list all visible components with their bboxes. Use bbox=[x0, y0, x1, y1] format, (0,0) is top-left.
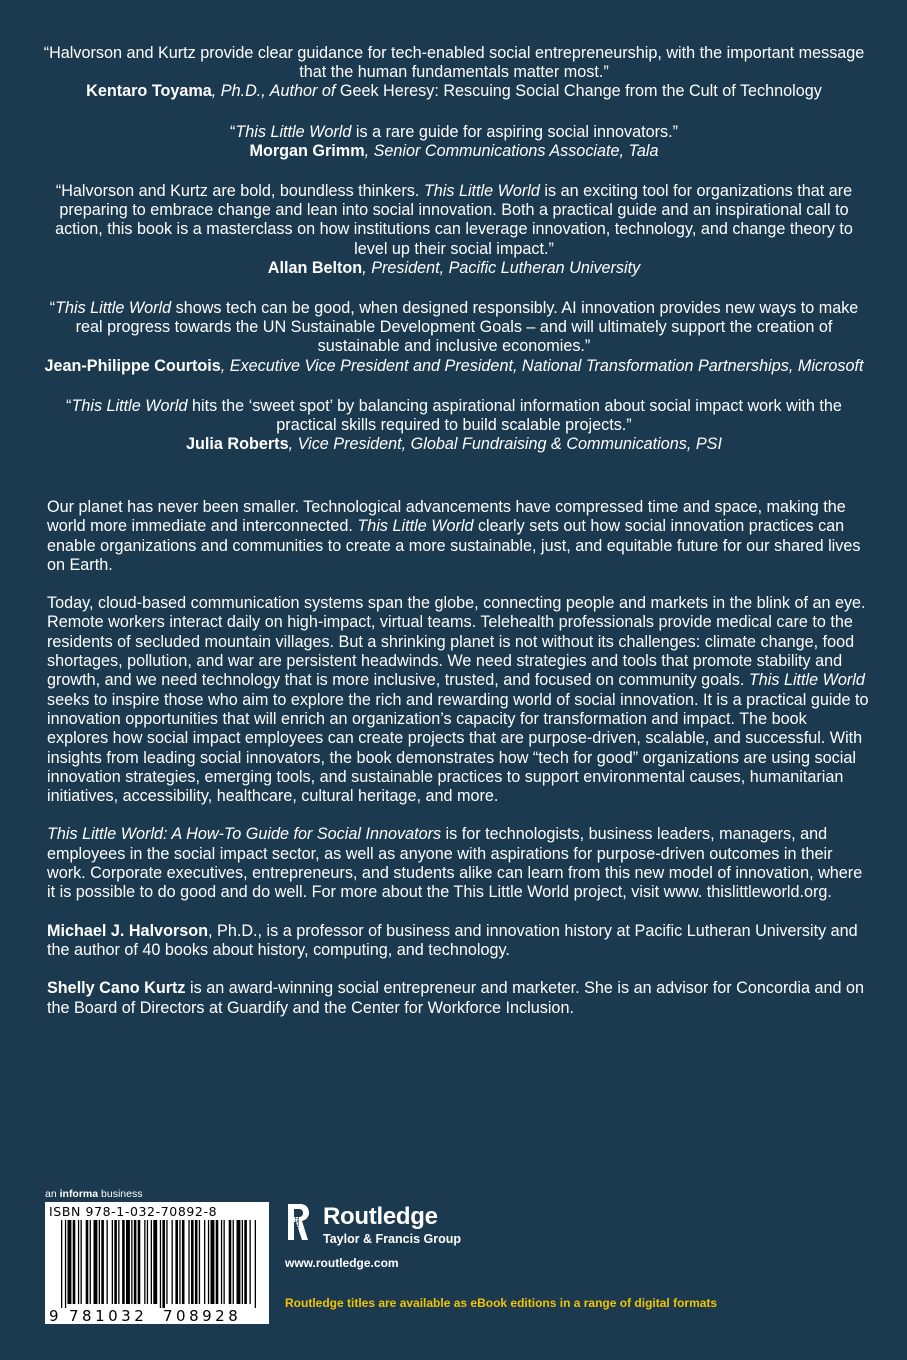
publisher-logo-text bbox=[323, 1204, 461, 1246]
blurb-paragraph: Shelly Cano Kurtz is an award-winning social entrepreneur and marketer. She is an advisor for Concordia and on the Board of Directors at Guardify and the Center for Workforce Inclusion. bbox=[47, 979, 864, 1017]
quote-text: “Halvorson and Kurtz provide clear guidance for tech-enabled social entrepreneurship, with the important message that the human fundamentals matter most.” bbox=[43, 44, 865, 82]
barcode-bar bbox=[86, 1220, 89, 1304]
routledge-vertical-text: ROUTLEDGE bbox=[295, 1208, 301, 1240]
barcode-bar bbox=[134, 1220, 137, 1304]
barcode-bar bbox=[153, 1220, 157, 1304]
barcode-bar bbox=[242, 1220, 243, 1304]
barcode-bar bbox=[114, 1220, 117, 1304]
quote-attribution: Julia Roberts, Vice President, Global Fundraising & Communications, PSI bbox=[186, 435, 722, 454]
barcode-bar bbox=[244, 1220, 247, 1304]
informa-business-label: an informa business bbox=[45, 1188, 143, 1200]
publisher-group: Taylor & Francis Group bbox=[323, 1232, 461, 1246]
barcode-bar bbox=[162, 1220, 165, 1308]
blurb-paragraph: This Little World: A How-To Guide for Social Innovators is for technologists, business leaders, managers, and employees in the social impact sector, as well as anyone with aspirations for purpose-driven outcomes in their work. Corporate executives, entrepreneurs, and students alike can learn from this new model of innovation, where it is possible to do good and do well. For more about the This Little World project, visit www. thislittleworld.org. bbox=[47, 825, 863, 902]
endorsement-quote bbox=[38, 44, 870, 102]
barcode-bar bbox=[131, 1220, 132, 1304]
barcode-bar bbox=[61, 1220, 62, 1308]
barcode-bar bbox=[191, 1220, 194, 1304]
barcode-bar bbox=[216, 1220, 219, 1304]
publisher-website[interactable]: www.routledge.com bbox=[285, 1256, 399, 1270]
quote-text: “This Little World shows tech can be good, when designed responsibly. AI innovation provides new ways to make real progress towards the UN Sustainable Development Goals – and will ultimately support the creation of sustainable and inclusive economies.” bbox=[49, 299, 859, 356]
quote-text: “This Little World is a rare guide for aspiring social innovators.” bbox=[229, 122, 679, 141]
barcode-digit-left: 781032 bbox=[69, 1307, 148, 1325]
barcode-bars bbox=[45, 1218, 269, 1308]
barcode-bar bbox=[144, 1220, 145, 1304]
quote-text: “Halvorson and Kurtz are bold, boundless thinkers. This Little World is an exciting tool for organizations that are preparing to embrace change and lean into social innovation. Both a practical guide and an inspirational call to action, this book is a masterclass on how institutions can leverage innovation, technology, and change theory to level up their social impact.” bbox=[55, 182, 853, 258]
quote-attribution: Allan Belton, President, Pacific Lutheran University bbox=[267, 258, 641, 277]
barcode-bar bbox=[118, 1220, 119, 1304]
publisher-name: Routledge bbox=[323, 1203, 438, 1230]
barcode-bar bbox=[175, 1220, 178, 1304]
isbn-label: ISBN 978-1-032-70892-8 bbox=[49, 1204, 218, 1219]
endorsement-quote bbox=[38, 182, 870, 278]
barcode-bar bbox=[208, 1220, 209, 1304]
barcode-bar bbox=[122, 1220, 125, 1304]
barcode-bar bbox=[221, 1220, 222, 1304]
barcode-digit-lead: 9 bbox=[49, 1307, 59, 1325]
barcode-bar bbox=[237, 1220, 241, 1304]
barcode-bar bbox=[166, 1220, 167, 1304]
blurb-paragraph: Michael J. Halvorson, Ph.D., is a professor of business and innovation history at Pacific Lutheran University and the author of 40 books about history, computing, and technology. bbox=[47, 921, 858, 959]
endorsement-quote bbox=[38, 299, 870, 376]
barcode-bar bbox=[151, 1220, 152, 1304]
barcode-bar bbox=[112, 1220, 113, 1304]
ebook-note: Routledge titles are available as eBook editions in a range of digital formats bbox=[285, 1296, 718, 1310]
barcode-bar bbox=[250, 1220, 251, 1304]
barcode-bar bbox=[107, 1220, 108, 1304]
quote-attribution: Jean-Philippe Courtois, Executive Vice President and President, National Transformation Partnerships, Microsoft bbox=[44, 356, 864, 375]
barcode-bar bbox=[138, 1220, 141, 1304]
quote-attribution: Kentaro Toyama, Ph.D., Author of Geek Heresy: Rescuing Social Change from the Cult of Technology bbox=[86, 82, 822, 101]
quote-attribution: Morgan Grimm, Senior Communications Associate, Tala bbox=[249, 141, 659, 160]
barcode-bar bbox=[101, 1220, 104, 1304]
endorsement-quote bbox=[38, 123, 870, 161]
routledge-logo-icon bbox=[285, 1202, 311, 1242]
barcode-bar bbox=[204, 1220, 205, 1304]
barcode-bar bbox=[255, 1220, 256, 1308]
isbn-barcode bbox=[45, 1202, 269, 1324]
endorsement-quote bbox=[38, 397, 870, 455]
barcode-bar bbox=[65, 1220, 66, 1308]
blurb-paragraph: Our planet has never been smaller. Technological advancements have compressed time and space, making the world more immediate and interconnected. This Little World clearly sets out how social innovation practices can enable organizations and communities to create a more sustainable, just, and equitable future for our shared lives on Earth. bbox=[47, 498, 861, 574]
barcode-bar bbox=[160, 1220, 161, 1308]
barcode-bar bbox=[81, 1220, 82, 1304]
barcode-digit-right: 708928 bbox=[163, 1307, 242, 1325]
barcode-bar bbox=[233, 1220, 234, 1304]
barcode-bar bbox=[68, 1220, 72, 1304]
back-cover-footer bbox=[45, 1188, 865, 1328]
endorsements bbox=[38, 44, 870, 475]
barcode-bar bbox=[224, 1220, 225, 1304]
barcode-bar bbox=[94, 1220, 98, 1304]
barcode-bar bbox=[126, 1220, 130, 1304]
barcode-bar bbox=[147, 1220, 148, 1304]
barcode-bar bbox=[199, 1220, 200, 1304]
barcode-bar bbox=[78, 1220, 79, 1304]
barcode-bar bbox=[182, 1220, 185, 1304]
barcode-bar bbox=[172, 1220, 173, 1304]
barcode-bar bbox=[99, 1220, 100, 1304]
barcode-bar bbox=[73, 1220, 76, 1304]
barcode-bar bbox=[195, 1220, 198, 1304]
barcode-bar bbox=[188, 1220, 189, 1304]
barcode-bar bbox=[179, 1220, 180, 1304]
barcode-bar bbox=[90, 1220, 91, 1304]
barcode-bar bbox=[229, 1220, 232, 1304]
blurb bbox=[47, 498, 869, 1037]
blurb-paragraph: Today, cloud-based communication systems span the globe, connecting people and markets in the blink of an eye. Remote workers interact daily on high-impact, virtual teams. Telehealth professionals provide medical care to the residents of secluded mountain villages. But a shrinking planet is not without its challenges: climate change, food shortages, pollution, and war are persistent headwinds. We need strategies and tools that promote stability and growth, and we need technology that is more inclusive, trusted, and focused on community goals. This Little World seeks to inspire those who aim to explore the rich and rewarding world of social innovation. It is a practical guide to innovation opportunities that will enrich an organization’s capacity for transformation and impact. The book explores how social impact employees can create projects that are purpose-driven, scalable, and successful. With insights from leading social innovators, the book demonstrates how “tech for good” organizations are using social innovation strategies, emerging tools, and sustainable practices to support environmental causes, humanitarian initiatives, accessibility, healthcare, cultural heritage, and more. bbox=[47, 594, 869, 806]
quote-text: “This Little World hits the ‘sweet spot’ by balancing aspirational information about social impact work with the practical skills required to build scalable projects.” bbox=[66, 396, 842, 435]
barcode-bar bbox=[211, 1220, 215, 1304]
